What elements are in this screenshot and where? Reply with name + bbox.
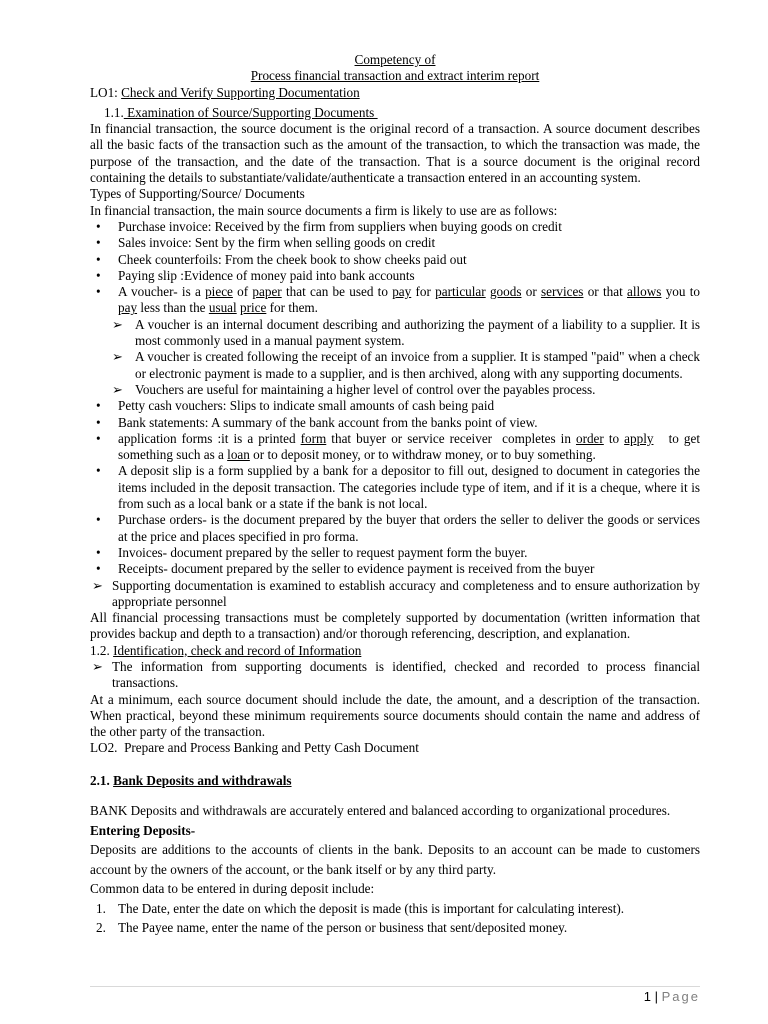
- text: for: [411, 284, 436, 300]
- sub-list-item-text: A voucher is created following the receipt of an invoice from a supplier. It is stamped "paid" when a check or electronic payment is made to a supplier, and is then archived, along with any supporting documents.: [135, 349, 700, 381]
- section-1-2-number: 1.2.: [90, 642, 114, 658]
- list-item-text: Paying slip :Evidence of money paid into bank accounts: [118, 267, 415, 283]
- link-apply[interactable]: apply: [624, 430, 654, 446]
- list-item-text: Receipts- document prepared by the seller to evidence payment is received from the buyer: [118, 561, 595, 577]
- list-item-text: A deposit slip is a form supplied by a bank for a depositor to fill out, designed to document in categories the items included in the deposit transaction. The categories include type of item, and if it is a cheque, where it is from such as a local bank or a state if the bank is not local.: [118, 463, 700, 512]
- item-number: 1.: [96, 900, 106, 916]
- section-2-1-number: 2.1.: [90, 772, 114, 788]
- link-services[interactable]: services: [540, 284, 584, 300]
- link-allows[interactable]: allows: [627, 284, 662, 300]
- list-item: • Cheek counterfoils: From the cheek book to show cheeks paid out: [96, 251, 467, 267]
- footer-separator: |: [651, 989, 662, 1004]
- text: or: [521, 284, 541, 300]
- arrow-item-text: Supporting documentation is examined to establish accuracy and completeness and to ensure authorization by appropriate personnel: [112, 577, 700, 609]
- text: you to: [661, 284, 700, 300]
- section-1-1-heading: [90, 105, 700, 121]
- list-item: • Sales invoice: Sent by the firm when selling goods on credit: [96, 235, 436, 251]
- list-item-text: Purchase orders- is the document prepared by the buyer that orders the seller to deliver the goods or services at the price and places specified in pro forma.: [118, 512, 700, 544]
- section-2-1-title: Bank Deposits and withdrawals: [113, 772, 292, 788]
- link-pay[interactable]: pay: [392, 284, 412, 300]
- link-pay-2[interactable]: pay: [118, 300, 138, 316]
- text: to: [603, 430, 625, 446]
- link-price[interactable]: price: [239, 300, 267, 316]
- list-item: • Purchase orders- is the document prepared by the buyer that orders the seller to deliver the goods or services at the price and places specified in pro forma.: [96, 512, 700, 544]
- text: for them.: [266, 300, 318, 316]
- paragraph-source-document: In financial transaction, the source document is the original record of a transaction. A source document describes all the basic facts of the transaction such as the amount of the transaction, to which the transaction was made, the purpose of the transaction, and the date of the transaction. That is a source document is the original record containing the details to substantiate/validate/authenticate a transaction entered in an accounting system.: [90, 121, 700, 186]
- text: or to deposit money, or to withdraw money, or to buy something.: [249, 447, 596, 463]
- text: that buyer or service receiver completes in: [326, 430, 576, 446]
- entering-deposits-heading: Entering Deposits-: [90, 822, 196, 838]
- arrow-bullet-icon: ➢: [92, 577, 104, 593]
- list-item: • Invoices- document prepared by the seller to request payment form the buyer.: [96, 544, 528, 560]
- section-1-1-number: 1.1.: [104, 104, 124, 120]
- text: less than the: [137, 300, 209, 316]
- voucher-sub-list: [90, 317, 700, 398]
- text: that can be used to: [281, 284, 393, 300]
- sub-list-item-text: A voucher is an internal document describing and authorizing the payment of a liability to a supplier. It is most commonly used in a manual payment system.: [135, 316, 700, 349]
- types-intro: In financial transaction, the main source documents a firm is likely to use are as follows:: [90, 202, 558, 218]
- paragraph-minimum-requirements: At a minimum, each source document should include the date, the amount, and a description of the transaction. When practical, beyond these minimum requirements source documents should contain the name and address of the other party of the transaction.: [90, 691, 700, 740]
- arrow-item-text: The information from supporting documents is identified, checked and recorded to process financial transactions.: [112, 658, 700, 691]
- link-goods[interactable]: goods: [489, 284, 522, 300]
- link-usual[interactable]: usual: [208, 300, 237, 316]
- list-item-voucher: • A voucher- is a piece of paper that can be used to pay for particular goods or services or that allows you to pay less than the usual price for them.: [96, 284, 700, 316]
- link-piece[interactable]: piece: [205, 284, 233, 300]
- numbered-item: [90, 918, 700, 938]
- link-loan[interactable]: loan: [227, 447, 250, 463]
- list-item-text: Purchase invoice: Received by the firm from suppliers when buying goods on credit: [118, 218, 562, 234]
- text: A voucher- is a: [118, 284, 206, 300]
- link-paper[interactable]: paper: [252, 284, 282, 300]
- section-1-2-title: Identification, check and record of Information: [113, 642, 362, 658]
- paragraph-common-data: Common data to be entered in during deposit include:: [90, 881, 375, 897]
- link-order[interactable]: order: [575, 430, 604, 446]
- list-item: • A deposit slip is a form supplied by a bank for a depositor to fill out, designed to document in categories the items included in the deposit transaction. The categories include type of item, and if it is a cheque, where it is from such as a local bank or a state if the bank is not local.: [96, 463, 700, 512]
- section-1-2-heading: [90, 643, 700, 659]
- bullet-list-1: [90, 219, 700, 317]
- page-number: 1: [643, 989, 652, 1004]
- text: or that: [583, 284, 627, 300]
- list-item: • Purchase invoice: Received by the firm from suppliers when buying goods on credit: [96, 218, 562, 234]
- paragraph-financial-processing: All financial processing transactions must be completely supported by documentation (written information that provides backup and depth to a transaction) and/or thorough referencing, description, and explanation.: [90, 610, 700, 642]
- list-item-text: Invoices- document prepared by the seller to request payment form the buyer.: [118, 544, 528, 560]
- sub-list-item: [90, 382, 700, 398]
- arrow-bullet-icon: ➢: [112, 349, 124, 365]
- sub-list-item-text: Vouchers are useful for maintaining a higher level of control over the payables process.: [135, 381, 596, 397]
- item-text: The Date, enter the date on which the deposit is made (this is important for calculating interest).: [118, 900, 625, 916]
- text: application forms :it is a printed: [118, 430, 301, 446]
- list-item-text: Sales invoice: Sent by the firm when selling goods on credit: [118, 235, 436, 251]
- page-label: Page: [661, 989, 700, 1004]
- document-page: [90, 52, 704, 938]
- arrow-bullet-icon: ➢: [92, 658, 104, 674]
- numbered-item: [90, 899, 700, 919]
- deposits-section: [90, 801, 700, 938]
- arrow-bullet-icon: ➢: [112, 316, 124, 332]
- page-footer: [644, 989, 700, 1005]
- arrow-bullet-icon: ➢: [112, 381, 124, 397]
- bullet-list-2: [90, 398, 704, 577]
- lo1-prefix: LO1:: [90, 84, 122, 100]
- list-item: • Bank statements: A summary of the bank account from the banks point of view.: [96, 414, 538, 430]
- text: to get something such as a: [118, 430, 704, 463]
- text: of: [232, 284, 253, 300]
- paragraph-deposits-definition: Deposits are additions to the accounts of clients in the bank. Deposits to an account can be made to customers account by the owners of the account, or the bank itself or by any third party.: [90, 842, 700, 877]
- doc-title-line1: Competency of: [354, 52, 436, 67]
- footer-divider: [90, 986, 700, 987]
- link-form[interactable]: form: [300, 430, 327, 446]
- arrow-item-information: [90, 659, 700, 692]
- list-item-text: Cheek counterfoils: From the cheek book to show cheeks paid out: [118, 251, 467, 267]
- sub-list-item: [90, 317, 700, 350]
- lo1-heading: [90, 85, 700, 101]
- list-item-application-forms: • application forms :it is a printed form that buyer or service receiver completes in order to apply to get something such as a loan or to deposit money, or to withdraw money, or to buy something.: [96, 430, 704, 463]
- doc-title-line2: Process financial transaction and extract interim report: [250, 68, 540, 84]
- lo1-title: Check and Verify Supporting Documentation: [121, 84, 360, 100]
- section-2-1-heading: [90, 773, 700, 789]
- lo2-heading: LO2. Prepare and Process Banking and Petty Cash Document: [90, 740, 419, 756]
- types-heading: Types of Supporting/Source/ Documents: [90, 186, 305, 202]
- list-item: • Receipts- document prepared by the seller to evidence payment is received from the buyer: [96, 561, 595, 577]
- item-number: 2.: [96, 920, 106, 936]
- list-item-text: Petty cash vouchers: Slips to indicate small amounts of cash being paid: [118, 398, 495, 414]
- sub-list-item: [90, 349, 700, 382]
- paragraph-bank-deposits: BANK Deposits and withdrawals are accurately entered and balanced according to organizational procedures.: [90, 803, 671, 819]
- item-text: The Payee name, enter the name of the person or business that sent/deposited money.: [118, 920, 568, 936]
- link-particular[interactable]: particular: [435, 284, 486, 300]
- section-1-1-title: Examination of Source/Supporting Documents: [123, 104, 378, 120]
- list-item: • Petty cash vouchers: Slips to indicate small amounts of cash being paid: [96, 398, 495, 414]
- list-item-text: Bank statements: A summary of the bank account from the banks point of view.: [118, 414, 538, 430]
- arrow-item-supporting-documentation: [90, 578, 700, 611]
- list-item: • Paying slip :Evidence of money paid into bank accounts: [96, 267, 415, 283]
